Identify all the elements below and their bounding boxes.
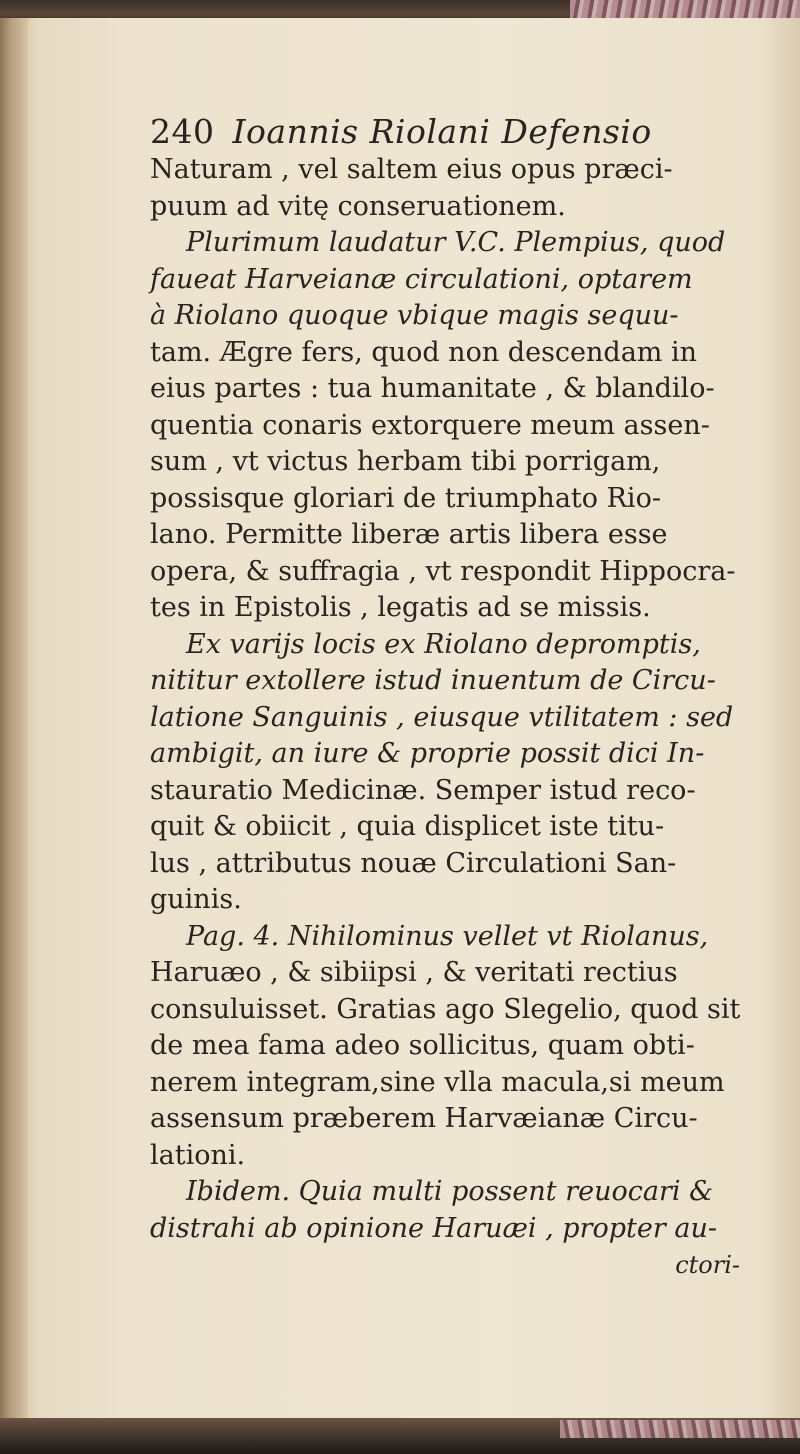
text-line: ambigit, an iure & proprie possit dici In- — [150, 738, 705, 769]
running-title: Ioannis Riolani Defensio — [232, 112, 652, 151]
text-line: tes in Epistolis , legatis ad se missis. — [150, 592, 651, 623]
page-gutter-edge — [0, 18, 28, 1428]
text-line: eius partes : tua humanitate , & blandilo- — [150, 373, 715, 404]
ribbon-bookmark-bottom — [560, 1420, 800, 1438]
text-line: Naturam , vel saltem eius opus præci- — [150, 154, 673, 185]
paragraph-2 — [150, 225, 740, 627]
text-line: lationi. — [150, 1139, 246, 1171]
text-line: sum , vt victus herbam tibi porrigam, — [150, 446, 661, 477]
paragraph-3 — [150, 627, 740, 919]
paragraph-1 — [150, 152, 740, 225]
text-line: nerem integram,sine vlla macula,si meum — [150, 1066, 725, 1098]
text-line: Plurimum laudatur V.C. Plempius, quod — [186, 227, 726, 258]
text-line: lano. Permitte liberæ artis libera esse — [150, 519, 668, 550]
text-line: Haruæo , & sibiipsi , & veritati rectius — [150, 957, 678, 988]
text-line: distrahi ab opinione Haruæi , propter au- — [150, 1212, 717, 1244]
text-line: à Riolano quoque vbique magis sequu- — [150, 300, 679, 331]
text-line: Pag. 4. Nihilominus vellet vt Riolanus, — [186, 920, 709, 952]
text-line: guinis. — [150, 884, 242, 915]
text-line: Ibidem. Quia multi possent reuocari & — [186, 1176, 714, 1207]
text-line: quentia conaris extorquere meum assen- — [150, 409, 710, 441]
text-line: assensum præberem Harvæianæ Circu- — [150, 1103, 698, 1134]
text-line: puum ad vitę conseruationem. — [150, 190, 566, 222]
text-line: de mea fama adeo sollicitus, quam obti- — [150, 1030, 695, 1061]
paragraph-4 — [150, 919, 740, 1175]
text-line: lus , attributus nouæ Circulationi San- — [150, 847, 677, 879]
text-line: tam. Ægre fers, quod non descendam in — [150, 336, 698, 368]
text-line: consuluisset. Gratias ago Slegelio, quod sit — [150, 993, 741, 1025]
text-line: latione Sanguinis , eiusque vtilitatem : sed — [150, 701, 734, 733]
catchword: ctori- — [675, 1251, 740, 1279]
page-text-block — [150, 112, 740, 1284]
text-line: opera, & suffragia , vt respondit Hippocra- — [150, 555, 736, 587]
text-line: possisque gloriari de triumphato Rio- — [150, 482, 661, 514]
text-line: stauratio Medicinæ. Semper istud reco- — [150, 774, 696, 806]
text-line: nititur extollere istud inuentum de Circu- — [150, 665, 716, 696]
paragraph-5 — [150, 1174, 740, 1247]
text-line: quit & obiicit , quia displicet iste titu- — [150, 811, 665, 842]
text-line: Ex varijs locis ex Riolano depromptis, — [186, 628, 701, 660]
page-number: 240 — [150, 112, 215, 151]
running-head — [150, 112, 740, 152]
text-line: faueat Harveianæ circulationi, optarem — [150, 263, 693, 295]
